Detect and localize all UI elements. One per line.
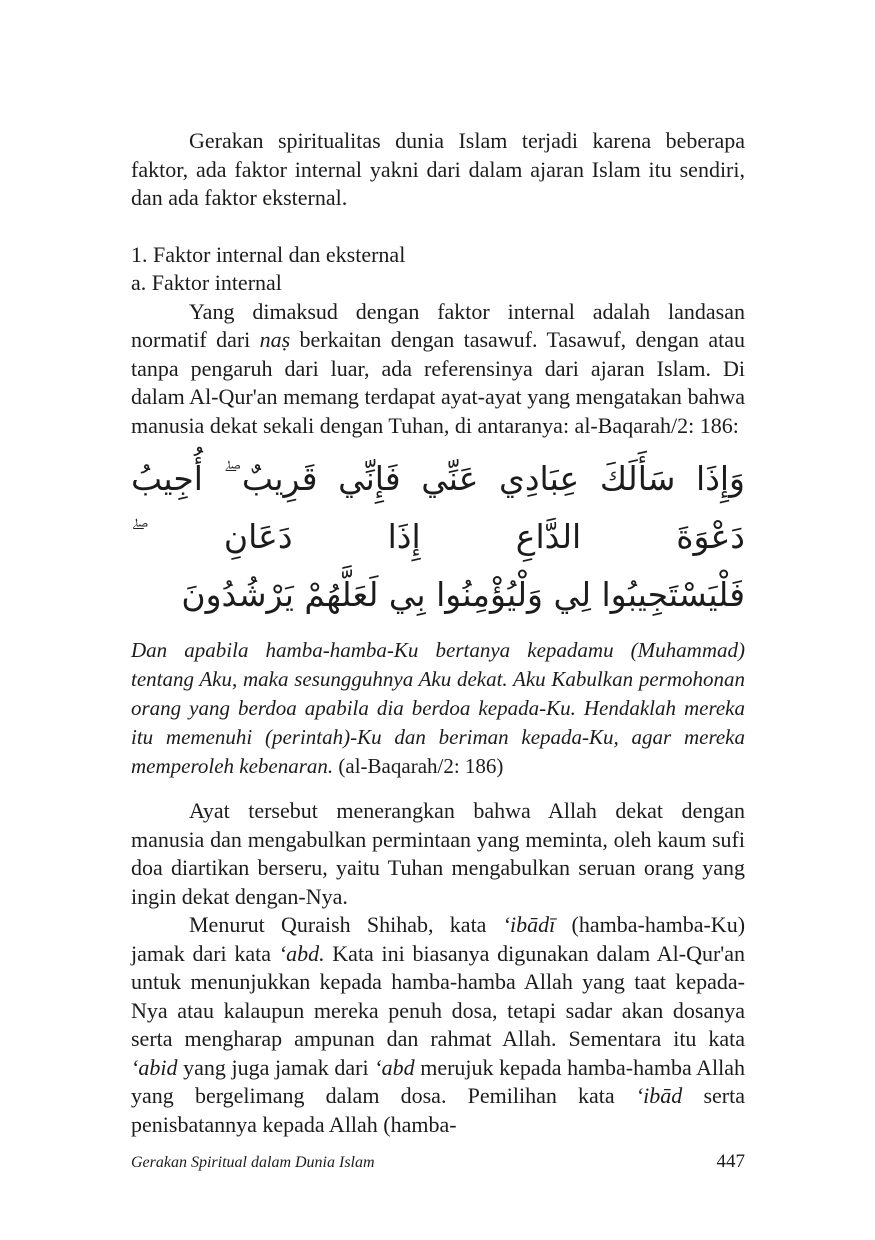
term-abd: ‘abd. bbox=[278, 940, 325, 966]
ayat-paragraph: Ayat tersebut menerangkan bahwa Allah dekat dengan manusia dan mengabulkan permintaan yang meminta, oleh kaum sufi doa diartikan berseru, yaitu Tuhan mengabulkan seruan orang yang ingin dekat dengan-Nya. bbox=[131, 798, 745, 909]
quraish-text-3: Kata ini biasanya digunakan dalam Al-Qur'an untuk menunjukkan kepada hamba-hamba Allah yang taat kepada-Nya atau kalaupun mereka penuh dosa, tetapi sadar akan dosanya serta mengharap ampunan dan rahmat Allah. Sementara itu kata bbox=[131, 940, 746, 1051]
quraish-paragraph bbox=[131, 911, 745, 1139]
internal-factor-paragraph bbox=[131, 298, 745, 441]
page-footer bbox=[131, 1151, 745, 1173]
quraish-text-2: (hamba-hamba-Ku) jamak dari kata bbox=[131, 912, 746, 966]
term-nas: naṣ bbox=[259, 327, 291, 352]
quran-verse bbox=[131, 450, 745, 624]
term-abid: ‘abid bbox=[131, 1054, 178, 1080]
term-ibad: ‘ibād bbox=[635, 1083, 683, 1108]
quraish-text-6: serta penisbatannya kepada Allah (hamba- bbox=[131, 1083, 746, 1137]
verse-line-2: فَلْيَسْتَجِيبُوا لِي وَلْيُؤْمِنُوا بِي لَعَلَّهُمْ يَرْشُدُونَ bbox=[181, 575, 745, 614]
term-ibadi: ‘ibādī bbox=[502, 912, 556, 937]
quraish-text-1: Menurut Quraish Shihab, kata bbox=[189, 912, 487, 937]
quraish-text-4: yang juga jamak dari bbox=[183, 1054, 369, 1080]
page-body bbox=[131, 127, 745, 1139]
internal-text-1: Yang dimaksud dengan faktor internal adalah landasan normatif dari bbox=[131, 298, 745, 352]
term-abd-2: ‘abd bbox=[374, 1054, 415, 1080]
quraish-text-5: merujuk kepada hamba-hamba Allah yang bergelimang dalam dosa. Pemilihan kata bbox=[131, 1054, 746, 1108]
section-heading-1: 1. Faktor internal dan eksternal bbox=[131, 241, 406, 267]
intro-paragraph: Gerakan spiritualitas dunia Islam terjadi karena beberapa faktor, ada faktor internal yakni dari dalam ajaran Islam itu sendiri, dan ada faktor eksternal. bbox=[131, 128, 745, 210]
internal-text-2: berkaitan dengan tasawuf. Tasawuf, dengan atau tanpa pengaruh dari luar, ada referensinya dari ajaran Islam. Di dalam Al-Qur'an memang terdapat ayat-ayat yang mengatakan bahwa manusia dekat sekali dengan Tuhan, di antaranya: al-Baqarah/2: 186: bbox=[131, 327, 745, 438]
translation-source: (al-Baqarah/2: 186) bbox=[338, 754, 504, 778]
translation-text: Dan apabila hamba-hamba-Ku bertanya kepadamu (Muhammad) tentang Aku, maka sesungguhnya Aku dekat. Aku Kabulkan permohonan orang yang berdoa apabila dia berdoa kepada-Ku. Hendaklah mereka itu memenuhi (perintah)-Ku dan beriman kepada-Ku, agar mereka memperoleh kebenaran. bbox=[131, 638, 745, 778]
verse-line-1: وَإِذَا سَأَلَكَ عِبَادِي عَنِّي فَإِنِّي قَرِيبٌ ۖ أُجِيبُ دَعْوَةَ الدَّاعِ إِذَا دَعَانِ ۖ bbox=[131, 459, 745, 556]
verse-translation bbox=[131, 636, 745, 781]
running-title: Gerakan Spiritual dalam Dunia Islam bbox=[131, 1154, 375, 1171]
page-number: 447 bbox=[716, 1151, 745, 1172]
section-heading-a: a. Faktor internal bbox=[131, 270, 282, 295]
